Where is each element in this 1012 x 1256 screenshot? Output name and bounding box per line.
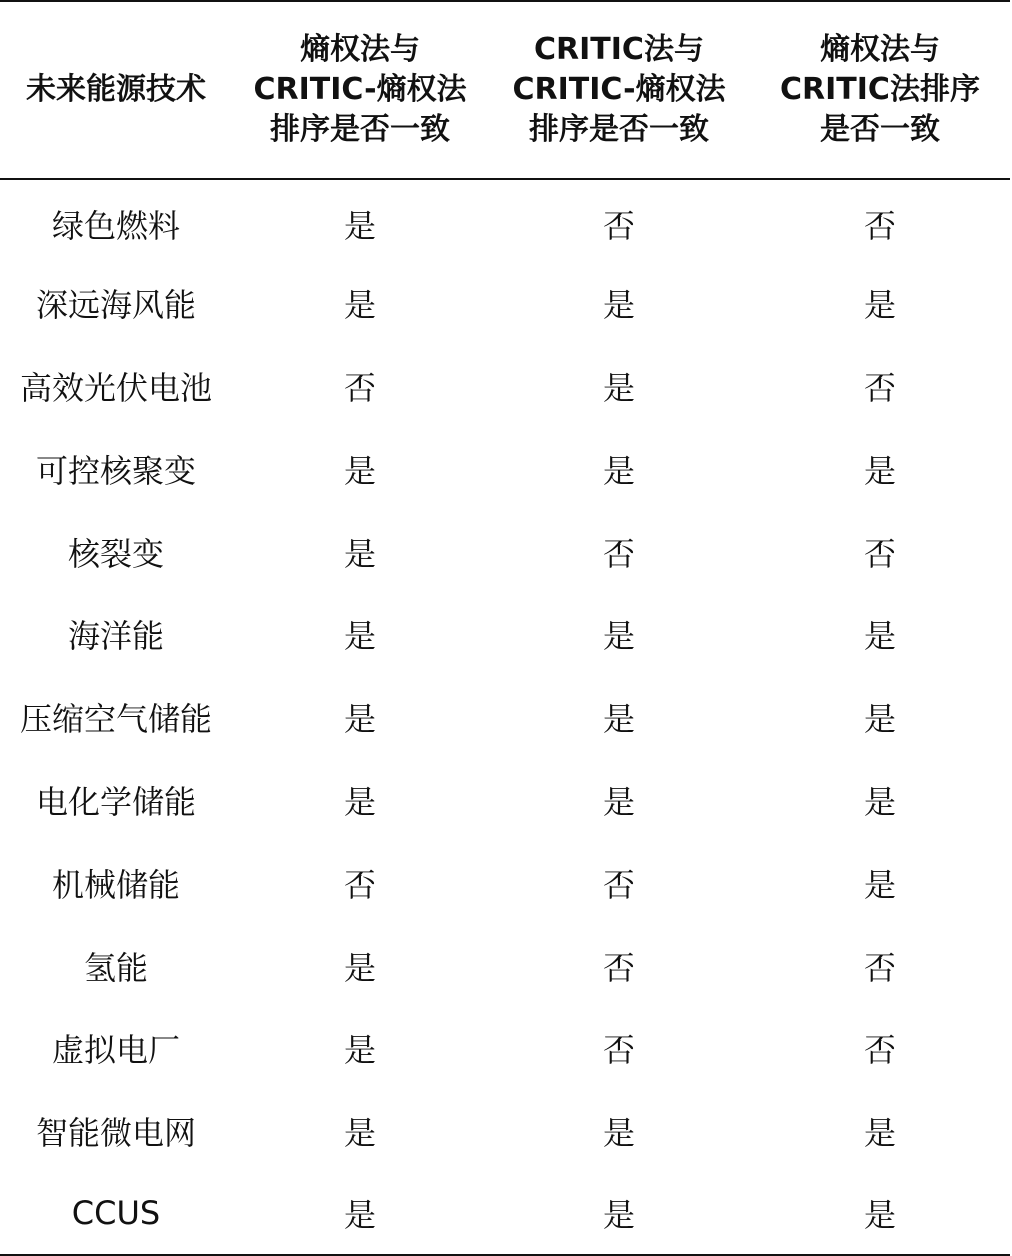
entropy-vs-critic-entropy-cell: 是 [343, 1031, 376, 1070]
entropy-vs-critic-cell: 是 [863, 782, 896, 821]
header-line: 排序是否一致 [270, 112, 450, 147]
entropy-vs-critic-entropy-cell: 否 [343, 368, 376, 407]
header-line: 熵权法与 [300, 32, 420, 67]
header-critic-vs-critic-entropy [488, 1, 750, 179]
table-row [0, 759, 1010, 842]
entropy-vs-critic-entropy-cell: 是 [343, 948, 376, 987]
entropy-vs-critic-cell: 是 [863, 286, 896, 325]
tech-cell: 电化学储能 [35, 782, 196, 821]
critic-vs-critic-entropy-cell: 是 [602, 286, 635, 325]
header-entropy-vs-critic [750, 1, 1010, 179]
table-row [0, 345, 1010, 428]
header-line: 熵权法与 [820, 32, 940, 67]
tech-cell: CCUS [0, 1173, 232, 1256]
critic-vs-critic-entropy-cell: 是 [602, 368, 635, 407]
critic-vs-critic-entropy-cell: 否 [602, 1031, 635, 1070]
header-line: CRITIC法与 [534, 32, 704, 67]
tech-cell: 高效光伏电池 [19, 368, 212, 407]
entropy-vs-critic-cell: 是 [863, 451, 896, 490]
entropy-vs-critic-cell: 否 [863, 534, 896, 573]
header-line: CRITIC-熵权法 [253, 72, 467, 107]
entropy-vs-critic-entropy-cell: 否 [343, 865, 376, 904]
tech-cell: 核裂变 [67, 534, 164, 573]
entropy-vs-critic-entropy-cell: 是 [343, 1114, 376, 1153]
critic-vs-critic-entropy-cell: 否 [602, 865, 635, 904]
critic-vs-critic-entropy-cell: 是 [602, 617, 635, 656]
entropy-vs-critic-entropy-cell: 是 [343, 700, 376, 739]
entropy-vs-critic-entropy-cell: 是 [343, 617, 376, 656]
entropy-vs-critic-cell: 否 [863, 206, 896, 245]
table-row [0, 1007, 1010, 1090]
entropy-vs-critic-cell: 是 [750, 1173, 1010, 1256]
table-row [0, 676, 1010, 759]
critic-vs-critic-entropy-cell: 否 [602, 948, 635, 987]
entropy-vs-critic-cell: 否 [863, 368, 896, 407]
header-line: 排序是否一致 [529, 112, 709, 147]
table-row [0, 179, 1010, 262]
table-row [0, 593, 1010, 676]
critic-vs-critic-entropy-cell: 是 [602, 700, 635, 739]
critic-vs-critic-entropy-cell: 否 [602, 206, 635, 245]
entropy-vs-critic-entropy-cell: 是 [343, 206, 376, 245]
header-entropy-vs-critic-entropy [232, 1, 488, 179]
table-row [0, 1090, 1010, 1173]
entropy-vs-critic-cell: 是 [863, 700, 896, 739]
header-row [0, 1, 1010, 179]
header-tech-line: 未来能源技术 [26, 72, 206, 107]
critic-vs-critic-entropy-cell: 是 [602, 782, 635, 821]
tech-cell: 可控核聚变 [35, 451, 196, 490]
header-line: 是否一致 [820, 112, 940, 147]
tech-cell: 智能微电网 [35, 1114, 196, 1153]
table-row [0, 427, 1010, 510]
critic-vs-critic-entropy-cell: 否 [602, 534, 635, 573]
table-body [0, 179, 1010, 1255]
header-tech [0, 1, 232, 179]
tech-cell: 压缩空气储能 [19, 700, 212, 739]
entropy-vs-critic-cell: 是 [863, 865, 896, 904]
tech-cell: 氢能 [83, 948, 148, 987]
tech-cell: 海洋能 [67, 617, 164, 656]
tech-cell: 机械储能 [51, 865, 180, 904]
table-row [0, 262, 1010, 345]
entropy-vs-critic-entropy-cell: 是 [343, 451, 376, 490]
entropy-vs-critic-entropy-cell: 是 [232, 1173, 488, 1256]
entropy-vs-critic-cell: 否 [863, 1031, 896, 1070]
critic-vs-critic-entropy-cell: 是 [602, 451, 635, 490]
header-line: CRITIC法排序 [780, 72, 980, 107]
entropy-vs-critic-cell: 是 [863, 617, 896, 656]
critic-vs-critic-entropy-cell: 是 [488, 1173, 750, 1256]
tech-cell: 深远海风能 [35, 286, 196, 325]
table-row [0, 924, 1010, 1007]
table-header [0, 1, 1010, 179]
table-row [0, 1173, 1010, 1256]
table-row [0, 510, 1010, 593]
tech-cell: 绿色燃料 [51, 206, 180, 245]
entropy-vs-critic-entropy-cell: 是 [343, 782, 376, 821]
table-row [0, 841, 1010, 924]
entropy-vs-critic-cell: 否 [863, 948, 896, 987]
entropy-vs-critic-entropy-cell: 是 [343, 534, 376, 573]
entropy-vs-critic-entropy-cell: 是 [343, 286, 376, 325]
critic-vs-critic-entropy-cell: 是 [602, 1114, 635, 1153]
header-line: CRITIC-熵权法 [512, 72, 726, 107]
entropy-vs-critic-cell: 是 [863, 1114, 896, 1153]
tech-cell: 虚拟电厂 [51, 1031, 180, 1070]
